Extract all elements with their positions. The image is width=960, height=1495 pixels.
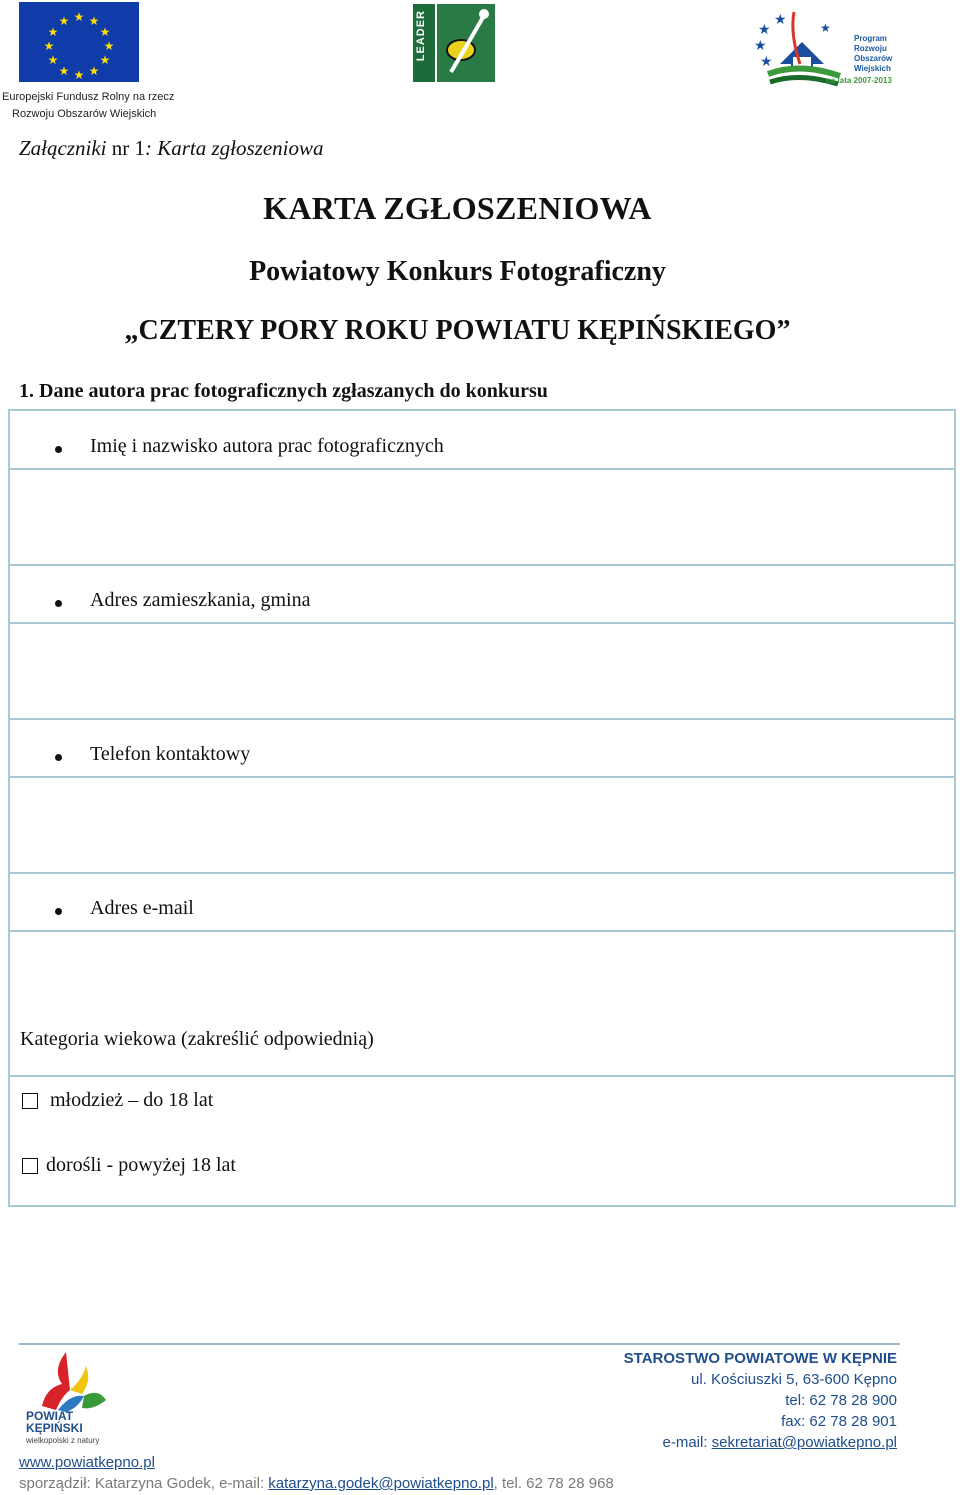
svg-text:★: ★	[754, 38, 767, 54]
svg-text:★: ★	[99, 53, 111, 67]
prow-line-1: Program	[854, 34, 887, 43]
office-contact-block	[624, 1348, 897, 1453]
svg-text:★: ★	[73, 68, 85, 82]
prow-program-text	[854, 34, 892, 74]
eu-caption-line2: Rozwoju Obszarów Wiejskich	[12, 108, 157, 120]
prow-line-3: Obszarów	[854, 54, 893, 63]
age-option-adult[interactable]	[10, 1154, 410, 1180]
section-heading: 1. Dane autora prac fotograficznych zgłaszanych do konkursu	[19, 380, 548, 402]
checkbox-adult[interactable]	[22, 1158, 38, 1174]
office-fax: fax: 62 78 28 901	[781, 1413, 897, 1430]
email-input-area[interactable]	[10, 932, 954, 1024]
svg-text:★: ★	[758, 22, 771, 38]
office-email-link[interactable]: sekretariat@powiatkepno.pl	[711, 1434, 897, 1451]
svg-text:★: ★	[73, 10, 85, 24]
office-email-label: e-mail:	[662, 1434, 712, 1451]
prow-logo	[750, 4, 900, 88]
svg-text:★: ★	[88, 64, 100, 78]
svg-text:★: ★	[58, 64, 70, 78]
prepared-by-email-link[interactable]: katarzyna.godek@powiatkepno.pl	[268, 1475, 494, 1492]
field-label-text: Telefon kontaktowy	[90, 743, 251, 765]
bullet-icon	[55, 600, 62, 607]
prepared-by-text: sporządził: Katarzyna Godek, e-mail:	[19, 1475, 269, 1492]
prow-line-2: Rozwoju	[854, 44, 887, 53]
office-address: ul. Kościuszki 5, 63-600 Kępno	[691, 1371, 897, 1388]
field-label-text: Adres e-mail	[90, 897, 194, 919]
row-divider	[10, 564, 954, 566]
eu-stars-icon	[19, 2, 139, 82]
bullet-icon	[55, 908, 62, 915]
svg-text:★: ★	[99, 25, 111, 39]
svg-text:★: ★	[43, 39, 55, 53]
age-option-youth-label: młodzież – do 18 lat	[50, 1089, 214, 1111]
prepared-by-phone: , tel. 62 78 28 968	[493, 1475, 614, 1492]
eu-caption-line1: Europejski Fundusz Rolny na rzecz	[2, 91, 175, 103]
prow-line-4: Wiejskich	[854, 64, 891, 73]
prepared-by-line	[19, 1475, 614, 1492]
attachment-label	[19, 136, 324, 161]
office-phone: tel: 62 78 28 900	[785, 1392, 897, 1409]
attachment-number: nr 1	[106, 136, 145, 160]
powiat-logo-tagline: wielkopolski z natury	[26, 1436, 100, 1445]
phone-input-area[interactable]	[10, 778, 954, 872]
leader-logo-text: LEADER	[415, 10, 427, 62]
svg-text:★: ★	[760, 54, 773, 70]
contest-theme: „CZTERY PORY ROKU POWIATU KĘPIŃSKIEGO”	[124, 315, 791, 346]
bullet-icon	[55, 446, 62, 453]
prow-years: na lata 2007-2013	[826, 76, 892, 85]
field-label-text: Imię i nazwisko autora prac fotograficznych	[90, 435, 444, 457]
eu-fund-caption	[2, 89, 182, 123]
application-form-table	[8, 409, 956, 1207]
office-name: STAROSTWO POWIATOWE W KĘPNIE	[623, 1350, 897, 1367]
checkbox-youth[interactable]	[22, 1093, 38, 1109]
website-link[interactable]: www.powiatkepno.pl	[19, 1454, 155, 1471]
field-label-text: Adres zamieszkania, gmina	[90, 589, 311, 611]
age-option-youth[interactable]	[10, 1089, 410, 1115]
page-title: KARTA ZGŁOSZENIOWA	[263, 190, 652, 226]
svg-text:★: ★	[47, 25, 59, 39]
svg-text:★: ★	[774, 12, 787, 28]
powiat-logo-text	[26, 1410, 83, 1434]
logo-line-2: KĘPIŃSKI	[26, 1421, 83, 1435]
attachment-suffix: : Karta zgłoszeniowa	[145, 136, 324, 160]
age-option-adult-label: dorośli - powyżej 18 lat	[46, 1154, 236, 1176]
contest-title: Powiatowy Konkurs Fotograficzny	[249, 256, 666, 287]
bullet-icon	[55, 754, 62, 761]
row-divider	[10, 872, 954, 874]
leader-logo	[411, 2, 497, 84]
logo-line-1: POWIAT	[26, 1409, 74, 1423]
svg-text:★: ★	[820, 21, 831, 35]
footer-divider	[19, 1343, 900, 1345]
svg-text:★: ★	[47, 53, 59, 67]
eu-flag-logo	[19, 2, 139, 82]
attachment-prefix: Załączniki	[19, 136, 107, 160]
svg-text:★: ★	[58, 14, 70, 28]
row-divider	[10, 718, 954, 720]
name-input-area[interactable]	[10, 470, 954, 564]
row-divider	[10, 1075, 954, 1077]
svg-text:★: ★	[103, 39, 115, 53]
address-input-area[interactable]	[10, 624, 954, 718]
age-category-label: Kategoria wiekowa (zakreślić odpowiednią)	[20, 1028, 374, 1050]
office-email-line	[624, 1432, 897, 1453]
powiat-kepinski-logo	[22, 1350, 112, 1448]
svg-text:★: ★	[88, 14, 100, 28]
